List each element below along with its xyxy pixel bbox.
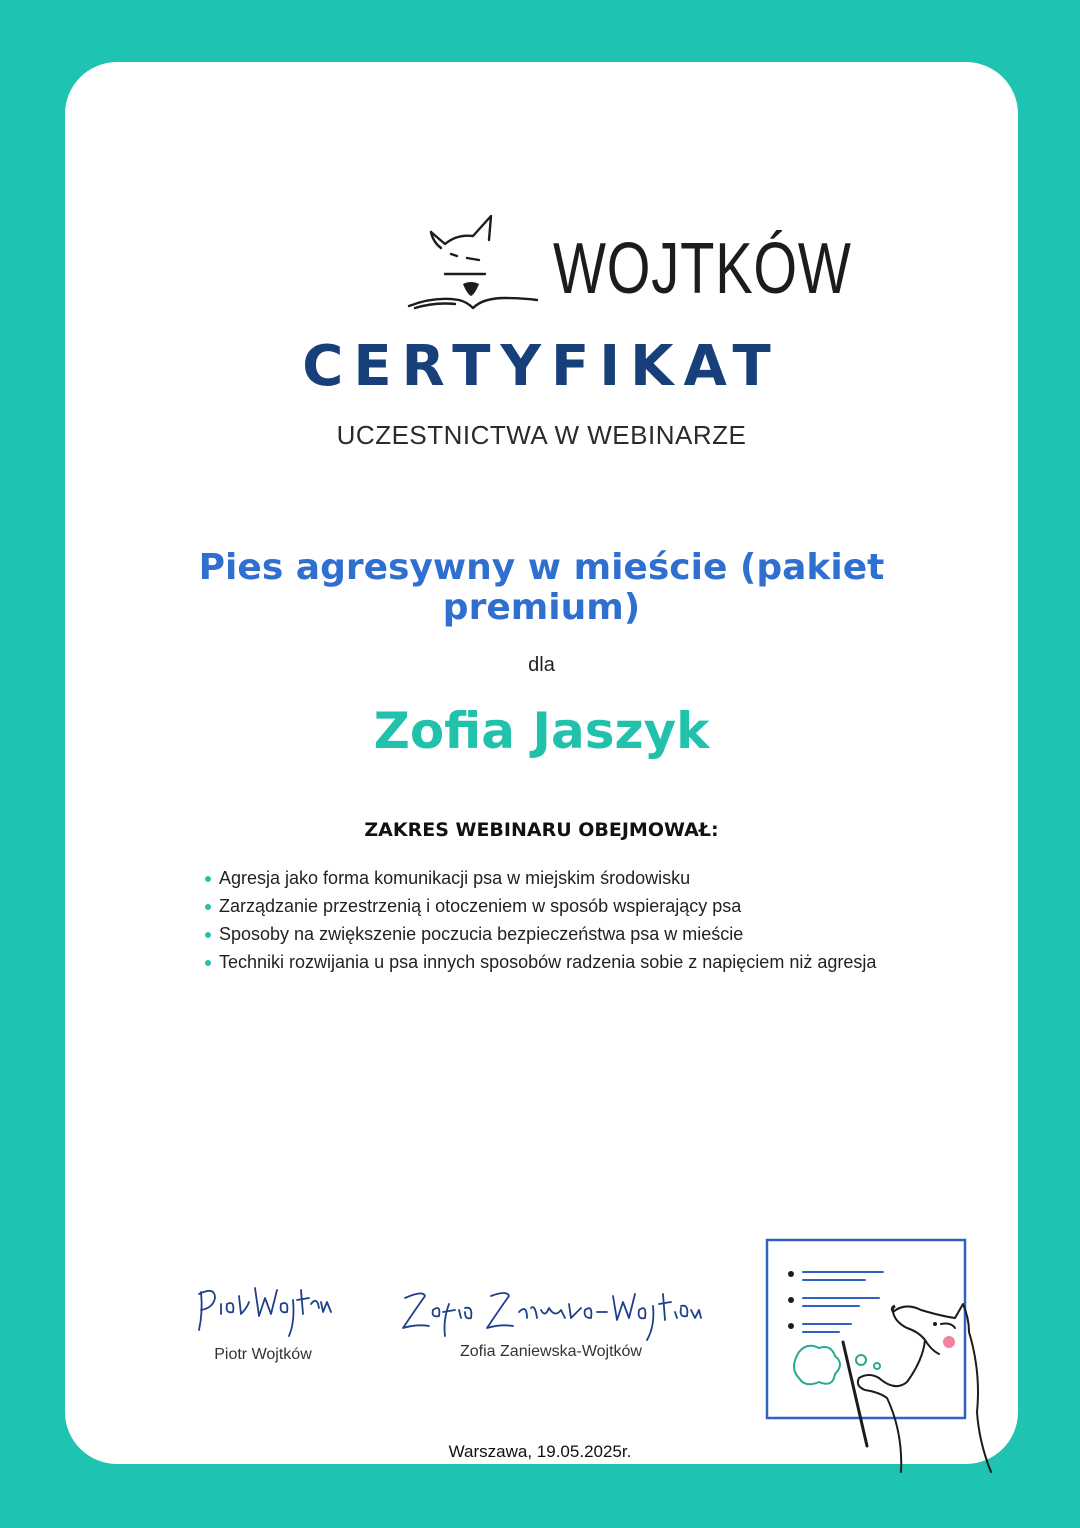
certificate-card <box>65 62 1018 1464</box>
list-item: Techniki rozwijania u psa innych sposobów radzenia sobie z napięciem niż agresja <box>205 948 876 976</box>
signatory-2-name: Zofia Zaniewska-Wojtków <box>460 1343 642 1360</box>
brand-name: WOJTKÓW <box>553 229 852 309</box>
list-item: Sposoby na zwiększenie poczucia bezpieczeństwa psa w mieście <box>205 920 876 948</box>
signature-piotr-wojtkow <box>193 1282 333 1342</box>
signatory-1-name: Piotr Wojtków <box>214 1346 312 1363</box>
for-label: dla <box>528 654 555 676</box>
certificate-title: CERTYFIKAT <box>302 334 781 399</box>
certificate-subtitle: UCZESTNICTWA W WEBINARZE <box>336 420 747 450</box>
recipient-name: Zofia Jaszyk <box>373 702 710 760</box>
place-date: Warszawa, 19.05.2025r. <box>448 1442 632 1461</box>
scope-list <box>205 864 876 976</box>
scope-heading: ZAKRES WEBINARU OBEJMOWAŁ: <box>364 819 719 841</box>
brand-logo <box>405 212 852 322</box>
list-item: Agresja jako forma komunikacji psa w miejskim środowisku <box>205 864 876 892</box>
dog-teacher-illustration <box>755 1232 1025 1477</box>
webinar-title: Pies agresywny w mieście (pakiet premium) <box>198 547 885 628</box>
signature-zofia-zaniewska-wojtkow <box>395 1284 705 1344</box>
dog-logo-icon <box>405 212 545 322</box>
list-item: Zarządzanie przestrzenią i otoczeniem w sposób wspierający psa <box>205 892 876 920</box>
